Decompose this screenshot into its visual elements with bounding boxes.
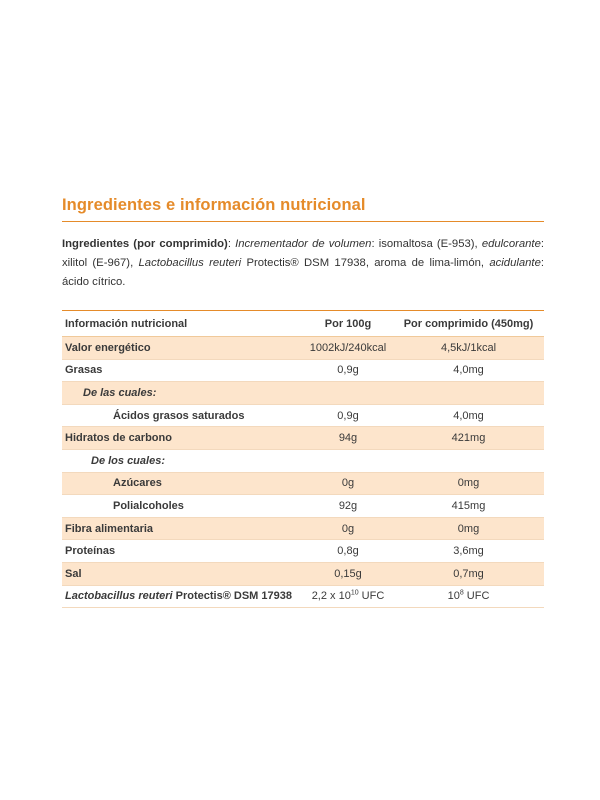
table-row-probiotic: Lactobacillus reuteri Protectis® DSM 17938 2,2 x $10^{10}$ UFC $10^8$ UFC (62, 585, 544, 608)
table-row: Grasas 0,9g 4,0mg (62, 359, 544, 382)
header-per-tablet: Por comprimido (450mg) (393, 311, 544, 337)
table-row: Hidratos de carbono 94g 421mg (62, 427, 544, 450)
ingredients-label: Ingredientes (por comprimido) (62, 238, 228, 250)
header-nutritional-info: Información nutricional (62, 311, 303, 337)
table-row: Valor energético 1002kJ/240kcal 4,5kJ/1kcal (62, 337, 544, 360)
table-row: Fibra alimentaria 0g 0mg (62, 517, 544, 540)
ingredients-paragraph: Ingredientes (por comprimido): Incrementador de volumen: isomaltosa (E-953), edulcorante: xilitol (E-967), Lactobacillus reuteri Protectis® DSM 17938, aroma de lima-limón, acidulante: ácido cítrico. (62, 238, 544, 288)
document-page (62, 196, 544, 608)
table-row: Sal 0,15g 0,7mg (62, 562, 544, 585)
table-row: De las cuales: (62, 382, 544, 405)
table-row: Polialcoholes 92g 415mg (62, 495, 544, 518)
table-header-row (62, 311, 544, 337)
nutrition-table (62, 310, 544, 608)
section-title: Ingredientes e información nutricional (62, 196, 544, 222)
header-per-100g: Por 100g (303, 311, 393, 337)
table-row: Ácidos grasos saturados 0,9g 4,0mg (62, 404, 544, 427)
table-row: De los cuales: (62, 449, 544, 472)
table-row: Proteínas 0,8g 3,6mg (62, 540, 544, 563)
table-row: Azúcares 0g 0mg (62, 472, 544, 495)
